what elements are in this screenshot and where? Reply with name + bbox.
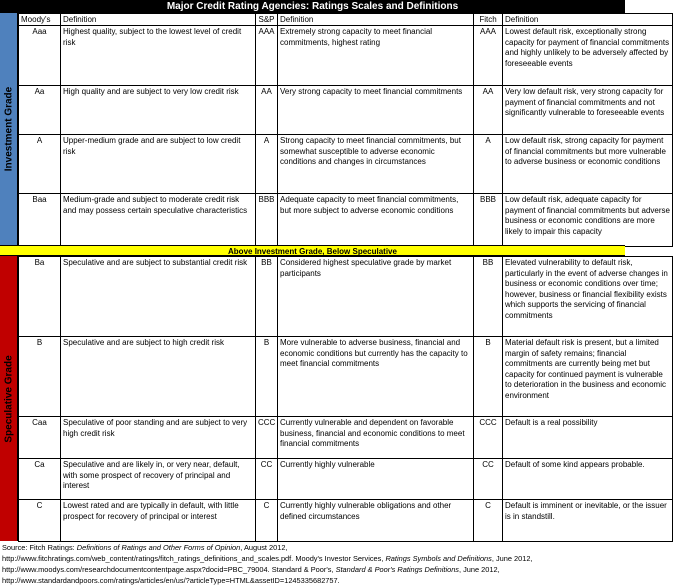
speculative-grade-table (18, 256, 673, 542)
moodys-rating: C (19, 500, 61, 542)
fitch-rating: CCC (474, 417, 503, 459)
moodys-rating: Aa (19, 86, 61, 135)
table-row (19, 257, 673, 337)
page-title: Major Credit Rating Agencies: Ratings Scales and Definitions (0, 0, 625, 13)
table-row (19, 135, 673, 194)
moodys-definition: Speculative and are subject to substantial credit risk (61, 257, 256, 337)
moodys-definition: Highest quality, subject to the lowest level of credit risk (61, 26, 256, 86)
source-sp-date: , June 2012, (459, 565, 500, 574)
moodys-definition: Medium-grade and subject to moderate credit risk and may possess certain speculative characteristics (61, 194, 256, 247)
sp-rating: AAA (256, 26, 278, 86)
fitch-definition: Default is a real possibility (503, 417, 673, 459)
fitch-rating: AA (474, 86, 503, 135)
moodys-definition: Lowest rated and are typically in default, with little prospect for recovery of principal or interest (61, 500, 256, 542)
fitch-definition: Low default risk, adequate capacity for payment of financial commitments but adverse business or economic conditions are more likely to impair this capacity (503, 194, 673, 247)
table-row (19, 459, 673, 500)
fitch-header: Fitch (474, 14, 503, 26)
fitch-rating: C (474, 500, 503, 542)
header-row (19, 14, 673, 26)
moodys-rating: B (19, 337, 61, 417)
moodys-definition: Upper-medium grade and are subject to low credit risk (61, 135, 256, 194)
sp-definition: Adequate capacity to meet financial commitments, but more subject to adverse economic conditions (278, 194, 474, 247)
moodys-definition: Speculative of poor standing and are subject to very high credit risk (61, 417, 256, 459)
transition-band: Above Investment Grade, Below Speculative (0, 245, 625, 256)
sp-rating: AA (256, 86, 278, 135)
source-line-4: http://www.standardandpoors.com/ratings/articles/en/us/?articleType=HTML&assetID=1245335682757. (2, 576, 340, 585)
source-prefix: Source: Fitch Ratings: (2, 543, 77, 552)
moodys-definition: Speculative and are likely in, or very near, default, with some prospect of recovery of principal and interest (61, 459, 256, 500)
sp-header: S&P (256, 14, 278, 26)
fitch-rating: CC (474, 459, 503, 500)
fitch-rating: A (474, 135, 503, 194)
fitch-rating: AAA (474, 26, 503, 86)
fitch-definition: Elevated vulnerability to default risk, particularly in the event of adverse changes in business or economic conditions over time; however, business or financial flexibility exists which supports the servicing of financial commitments (503, 257, 673, 337)
sp-definition: Strong capacity to meet financial commitments, but somewhat susceptible to adverse economic conditions and changes in circumstances (278, 135, 474, 194)
table-row (19, 194, 673, 247)
fitch-definition: Lowest default risk, exceptionally strong capacity for payment of financial commitments and highly unlikely to be adversely affected by foreseeable events (503, 26, 673, 86)
table-row (19, 417, 673, 459)
source-fitch-url: http://www.fitchratings.com/web_content/ratings/fitch_ratings_definitions_and_scales.pdf. Moody's Investor Services, (2, 554, 386, 563)
fitch-definition: Very low default risk, very strong capacity for payment of financial commitments and not significantly vulnerable to foreseeable events (503, 86, 673, 135)
sp-definition: More vulnerable to adverse business, financial and economic conditions but currently has the capacity to meet financial commitments (278, 337, 474, 417)
sp-definition: Very strong capacity to meet financial commitments (278, 86, 474, 135)
speculative-grade-label: Speculative Grade (3, 354, 14, 443)
fitch-definition: Low default risk, strong capacity for payment of financial commitments but more vulnerable to adverse business or economic conditions (503, 135, 673, 194)
sp-rating: B (256, 337, 278, 417)
sp-rating: BB (256, 257, 278, 337)
source-moodys-title: Ratings Symbols and Definitions (385, 554, 492, 563)
sp-definition: Currently highly vulnerable (278, 459, 474, 500)
moodys-rating: Baa (19, 194, 61, 247)
investment-grade-label-bar (0, 13, 18, 245)
source-line-3 (2, 564, 623, 575)
sp-rating: C (256, 500, 278, 542)
sp-definition: Considered highest speculative grade by market participants (278, 257, 474, 337)
source-sp-title: Standard & Poor's Ratings Definitions (335, 565, 459, 574)
source-line-1 (2, 542, 623, 553)
sp-definition: Currently vulnerable and dependent on favorable business, financial and economic conditions to meet financial commitments (278, 417, 474, 459)
fitch-definition: Default of some kind appears probable. (503, 459, 673, 500)
table-row (19, 86, 673, 135)
source-moodys-date: , June 2012, (491, 554, 533, 563)
sp-rating: BBB (256, 194, 278, 247)
table-row (19, 337, 673, 417)
moodys-rating: Ca (19, 459, 61, 500)
source-moodys-url: http://www.moodys.com/researchdocumentcontentpage.aspx?docid=PBC_79004. Standard & Poor's, (2, 565, 336, 574)
sp-definition: Extremely strong capacity to meet financial commitments, highest rating (278, 26, 474, 86)
sp-definition-header: Definition (278, 14, 474, 26)
investment-grade-label: Investment Grade (3, 86, 14, 172)
source-note (2, 542, 623, 586)
fitch-definition: Material default risk is present, but a limited margin of safety remains; financial commitments are currently being met but capacity for continued payment is vulnerable to deterioration in the business and economic environment (503, 337, 673, 417)
sp-rating: A (256, 135, 278, 194)
moodys-rating: Caa (19, 417, 61, 459)
sp-rating: CC (256, 459, 278, 500)
table-row (19, 500, 673, 542)
moodys-header: Moody's (19, 14, 61, 26)
moodys-definition: High quality and are subject to very low credit risk (61, 86, 256, 135)
fitch-rating: BB (474, 257, 503, 337)
moodys-rating: Aaa (19, 26, 61, 86)
fitch-rating: B (474, 337, 503, 417)
moodys-definition-header: Definition (61, 14, 256, 26)
source-fitch-title: Definitions of Ratings and Other Forms of Opinion (76, 543, 241, 552)
moodys-definition: Speculative and are subject to high credit risk (61, 337, 256, 417)
source-fitch-date: , August 2012, (240, 543, 288, 552)
moodys-rating: Ba (19, 257, 61, 337)
fitch-definition: Default is imminent or inevitable, or the issuer is in standstill. (503, 500, 673, 542)
sp-rating: CCC (256, 417, 278, 459)
fitch-rating: BBB (474, 194, 503, 247)
investment-grade-table (18, 13, 673, 247)
moodys-rating: A (19, 135, 61, 194)
speculative-grade-label-bar (0, 256, 18, 541)
sp-definition: Currently highly vulnerable obligations and other defined circumstances (278, 500, 474, 542)
source-line-2 (2, 553, 623, 564)
table-row (19, 26, 673, 86)
fitch-definition-header: Definition (503, 14, 673, 26)
